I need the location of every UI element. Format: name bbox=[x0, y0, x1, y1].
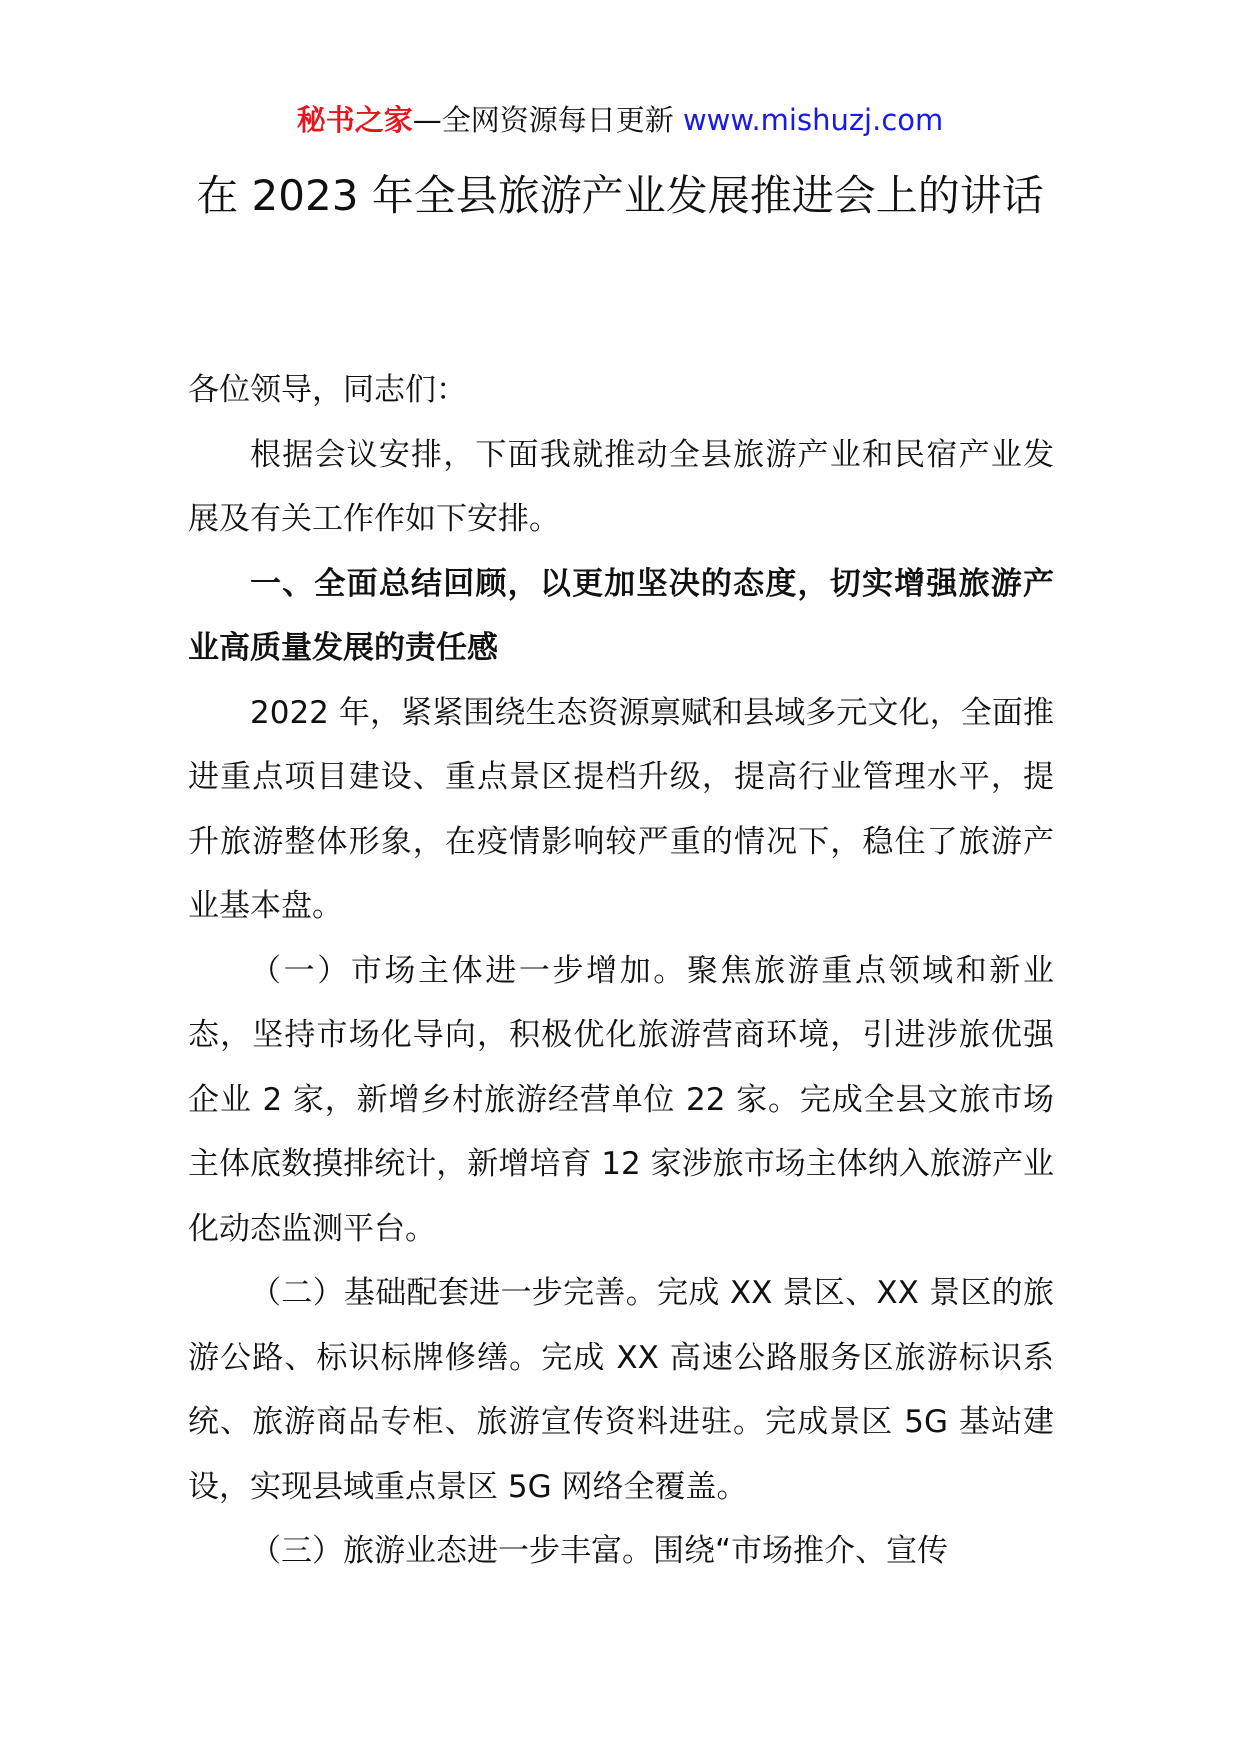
section-heading: 一、全面总结回顾，以更加坚决的态度，切实增强旅游产业高质量发展的责任感 bbox=[188, 565, 1054, 666]
paragraph: 2022 年，紧紧围绕生态资源禀赋和县域多元文化，全面推进重点项目建设、重点景区提档升级，提高行业管理水平，提升旅游整体形象，在疫情影响较严重的情况下，稳住了旅游产业基本盘。 bbox=[188, 694, 1054, 924]
document-title: 在 2023 年全县旅游产业发展推进会上的讲话 bbox=[196, 171, 1044, 220]
document-body bbox=[188, 358, 1054, 1584]
site-link[interactable]: www.mishuzj.com bbox=[682, 103, 944, 137]
paragraph: （二）基础配套进一步完善。完成 XX 景区、XX 景区的旅游公路、标识标牌修缮。完成 XX 高速公路服务区旅游标识系统、旅游商品专柜、旅游宣传资料进驻。完成景区 5G 基站建设，实现县域重点景区 5G 网络全覆盖。 bbox=[188, 1275, 1054, 1505]
paragraph: （三）旅游业态进一步丰富。围绕“市场推介、宣传 bbox=[250, 1533, 949, 1569]
watermark-header bbox=[0, 100, 1240, 140]
paragraph: （一）市场主体进一步增加。聚焦旅游重点领域和新业态，坚持市场化导向，积极优化旅游营商环境，引进涉旅优强企业 2 家，新增乡村旅游经营单位 22 家。完成全县文旅市场主体底数摸排统计，新增培育 12 家涉旅市场主体纳入旅游产业化动态监测平台。 bbox=[188, 952, 1054, 1247]
paragraph: 根据会议安排，下面我就推动全县旅游产业和民宿产业发展及有关工作作如下安排。 bbox=[188, 436, 1054, 537]
brand-name: 秘书之家 bbox=[296, 103, 413, 137]
salutation: 各位领导，同志们： bbox=[188, 372, 467, 408]
header-tagline: —全网资源每日更新 bbox=[412, 103, 683, 137]
